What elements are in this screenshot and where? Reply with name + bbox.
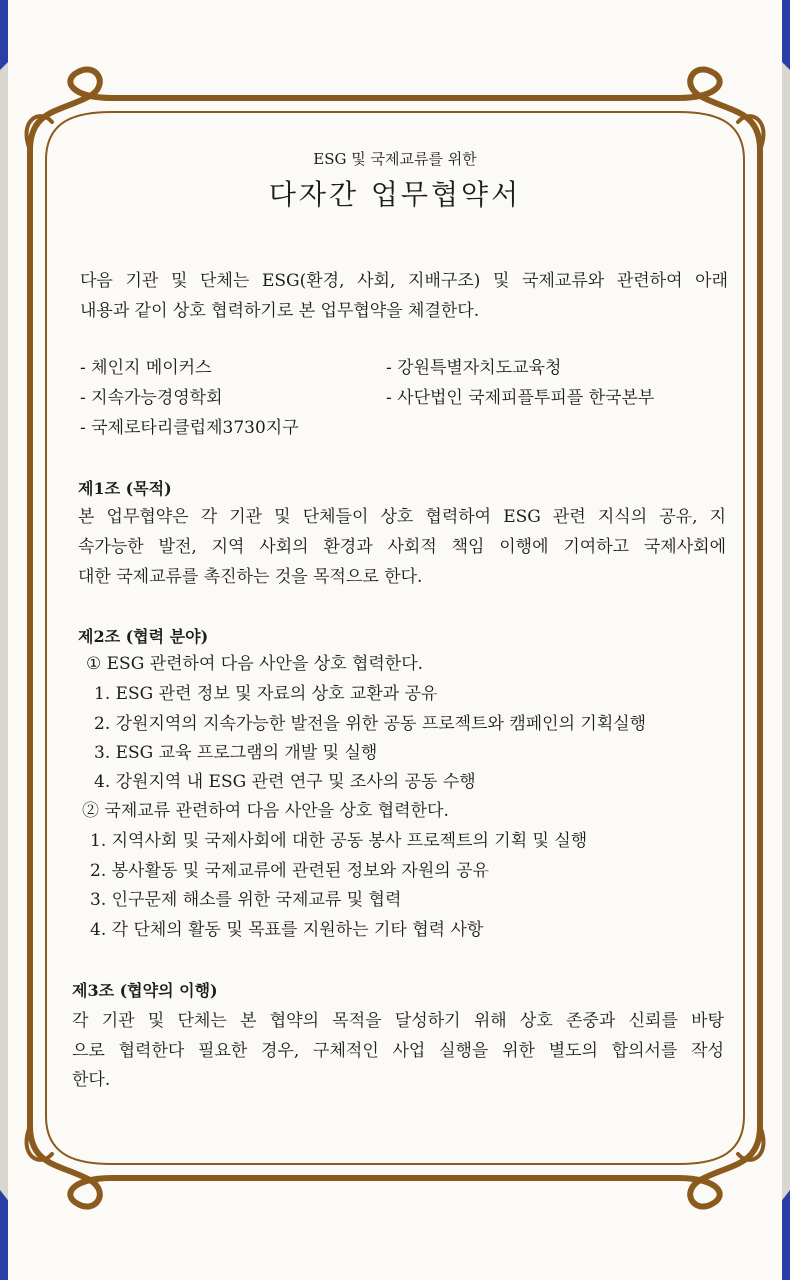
intro-line-1: 다음 기관 및 단체는 ESG(환경, 사회, 지배구조) 및 국제교류와 관련하여 아래	[80, 271, 728, 291]
article2-section1-item-2: 2. 강원지역의 지속가능한 발전을 위한 공동 프로젝트와 캠페인의 기획실행	[94, 714, 647, 734]
article2-section2-item-4: 4. 각 단체의 활동 및 목표를 지원하는 기타 협력 사항	[90, 920, 484, 940]
article2-section2-item-2: 2. 봉사활동 및 국제교류에 관련된 정보와 자원의 공유	[90, 861, 489, 881]
article2-section1-item-4: 4. 강원지역 내 ESG 관련 연구 및 조사의 공동 수행	[94, 772, 476, 792]
article2-heading: 제2조 (협력 분야)	[78, 627, 209, 646]
article3-line-2: 으로 협력한다 필요한 경우, 구체적인 사업 실행을 위한 별도의 합의서를 작성	[72, 1041, 724, 1061]
article2-section2-item-3: 3. 인구문제 해소를 위한 국제교류 및 협력	[90, 890, 402, 910]
article2-section1-item-1: 1. ESG 관련 정보 및 자료의 상호 교환과 공유	[94, 684, 438, 704]
party-left-1: - 체인지 메이커스	[80, 358, 212, 378]
intro-line-2: 내용과 같이 상호 협력하기로 본 업무협약을 체결한다.	[80, 301, 480, 321]
article3-line-3: 한다.	[72, 1070, 111, 1090]
party-right-1: - 강원특별자치도교육청	[386, 358, 562, 378]
article1-heading: 제1조 (목적)	[78, 479, 172, 498]
party-left-3: - 국제로타리클럽제3730지구	[80, 418, 299, 438]
article3-line-1: 각 기관 및 단체는 본 협약의 목적을 달성하기 위해 상호 존중과 신뢰를 바탕	[72, 1011, 724, 1031]
article2-section2-item-1: 1. 지역사회 및 국제사회에 대한 공동 봉사 프로젝트의 기획 및 실행	[90, 831, 588, 851]
party-left-2: - 지속가능경영학회	[80, 388, 223, 408]
article1-line-2: 속가능한 발전, 지역 사회의 환경과 사회적 책임 이행에 기여하고 국제사회에	[78, 537, 726, 557]
party-right-2: - 사단법인 국제피플투피플 한국본부	[386, 388, 655, 408]
article1-line-3: 대한 국제교류를 촉진하는 것을 목적으로 한다.	[78, 567, 423, 587]
article2-section1-item-3: 3. ESG 교육 프로그램의 개발 및 실행	[94, 743, 378, 763]
article2-section1-title: ① ESG 관련하여 다음 사안을 상호 협력한다.	[86, 654, 424, 674]
document-title: 다자간 업무협약서	[268, 178, 522, 211]
document-subtitle: ESG 및 국제교류를 위한	[313, 150, 477, 168]
article2-section2-title: ② 국제교류 관련하여 다음 사안을 상호 협력한다.	[82, 801, 449, 821]
article1-line-1: 본 업무협약은 각 기관 및 단체들이 상호 협력하여 ESG 관련 지식의 공유, 지	[78, 507, 726, 527]
article3-heading: 제3조 (협약의 이행)	[72, 981, 218, 1000]
